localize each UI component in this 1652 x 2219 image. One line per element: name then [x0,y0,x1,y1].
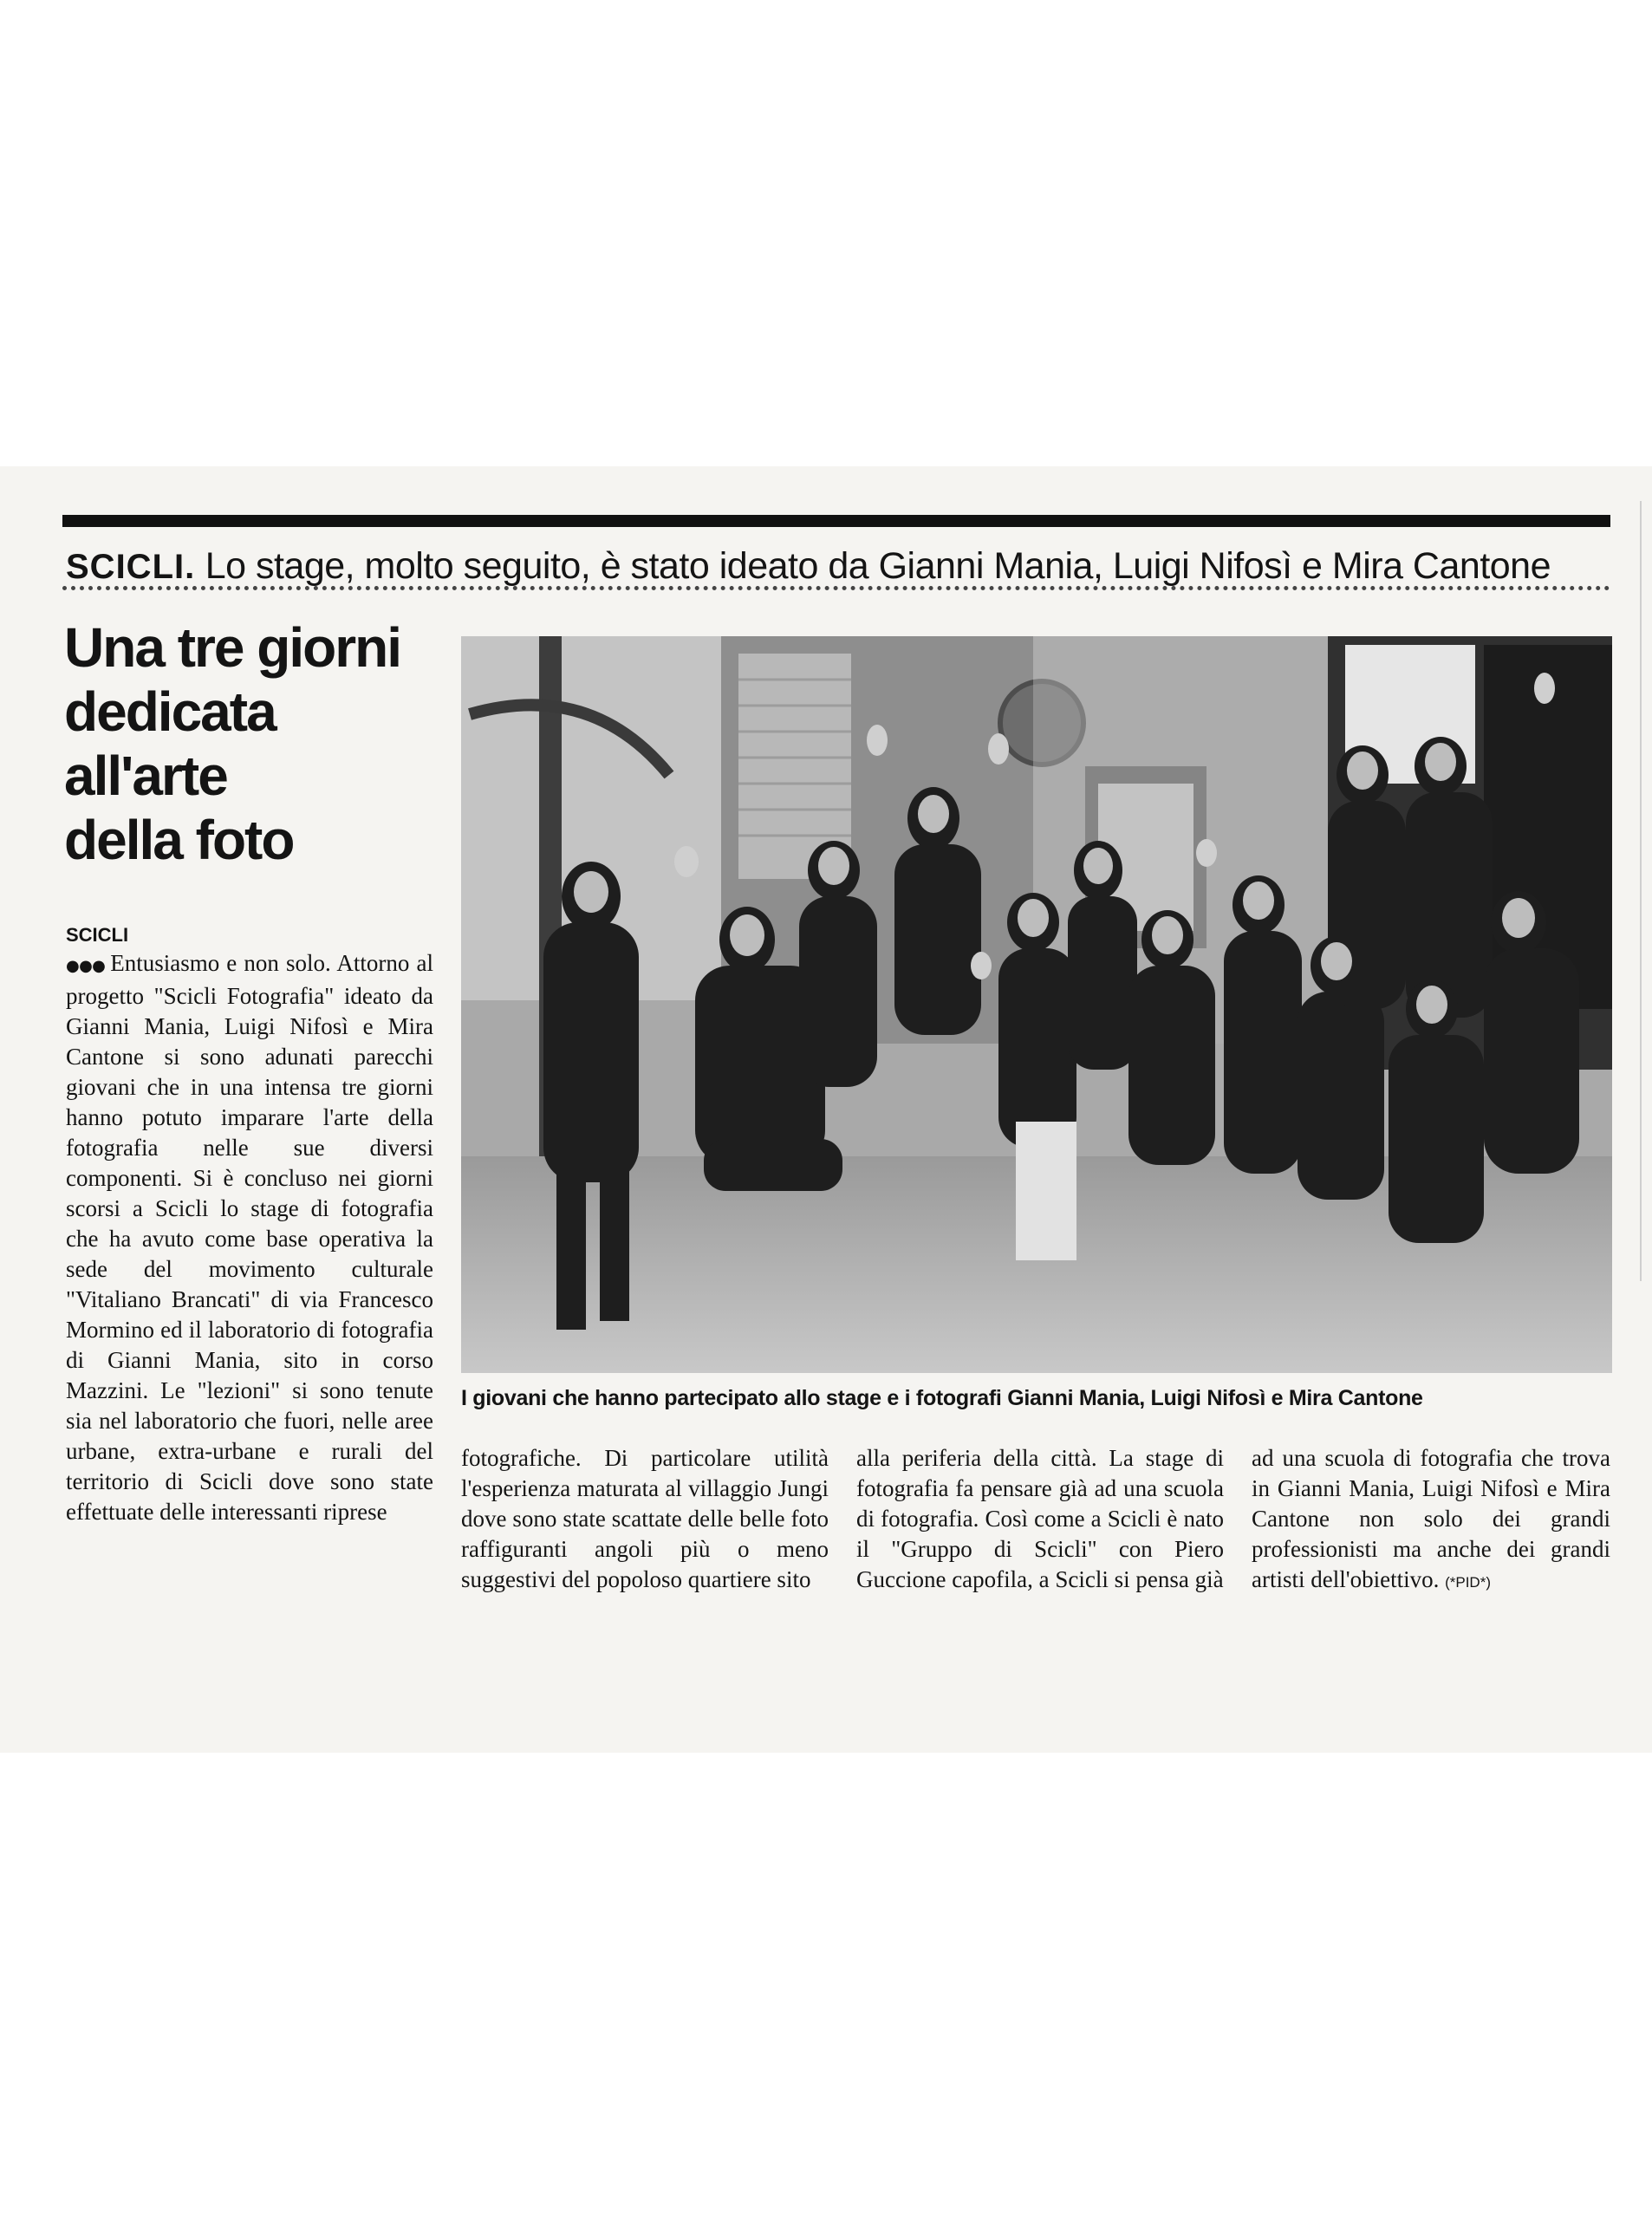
body-text-col2: fotografiche. Di particolare utilità l'esperienza maturata al villaggio Jungi dove sono state scattate delle belle foto raffiguranti angoli più o meno suggestivi del popoloso quartiere sito [461,1445,829,1592]
body-text-col3: alla periferia della città. La stage di fotografia fa pensare già ad una scuola di fotografia. Così come a Scicli è nato il "Gruppo di Scicli" con Piero Guccione capofila, a Scicli si pensa già [856,1445,1224,1592]
kicker-place: SCICLI. [66,548,196,586]
body-column-3 [856,1443,1224,1595]
kicker-text: Lo stage, molto seguito, è stato ideato da Gianni Mania, Luigi Nifosì e Mira Cantone [205,545,1551,587]
lead-marker: ●●● [66,957,106,975]
body-column-1 [66,948,433,1728]
headline-line-4: della foto [64,809,294,871]
headline-line-3: all'arte [64,745,227,807]
top-rule [62,515,1610,527]
body-column-4 [1252,1443,1610,1598]
headline-line-2: dedicata [64,680,276,743]
adjacent-page-edge [1640,501,1652,1281]
body-text-col4: ad una scuola di fotografia che trova in Gianni Mania, Luigi Nifosì e Mira Cantone non solo dei grandi professionisti ma anche dei grandi artisti dell'obiettivo. [1252,1445,1610,1592]
photo-caption: I giovani che hanno partecipato allo stage e i fotografi Gianni Mania, Luigi Nifosì e Mira Cantone [461,1386,1423,1410]
group-photo-image [461,636,1612,1373]
headline [64,615,428,872]
body-text-col1: Entusiasmo e non solo. Attorno al progetto "Scicli Fotografia" ideato da Gianni Mania, Luigi Nifosì e Mira Cantone si sono adunati parecchi giovani che in una intensa tre giorni hanno potuto imparare l'arte della fotografia nelle sue diversi componenti. Si è concluso nei giorni scorsi a Scicli lo stage di fotografia che ha avuto come base operativa la sede del movimento culturale "Vitaliano Brancati" di via Francesco Mormino ed il laboratorio di fotografia di Gianni Mania, sito in corso Mazzini. Le "lezioni" si sono tenute sia nel laboratorio che fuori, nelle aree urbane, extra-urbane e rurali del territorio di Scicli dove sono state effettuate delle interessanti riprese [66,950,433,1525]
newspaper-clipping [0,466,1652,1753]
dateline: SCICLI [66,924,129,946]
dotted-rule [62,586,1610,590]
author-signature: (*PID*) [1445,1574,1491,1591]
group-photo [461,636,1612,1373]
headline-line-1: Una tre giorni [64,616,401,679]
body-column-2 [461,1443,829,1595]
